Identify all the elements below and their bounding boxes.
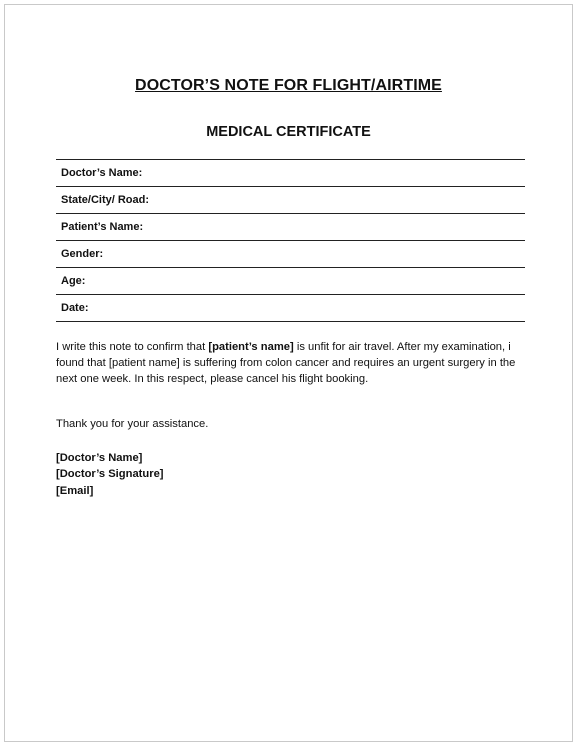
field-label: Date: [61, 302, 89, 314]
field-doctor-name [56, 160, 525, 187]
field-label: State/City/ Road: [61, 194, 150, 206]
field-label: Doctor’s Name: [61, 167, 143, 179]
document-title: DOCTOR’S NOTE FOR FLIGHT/AIRTIME [135, 77, 442, 94]
field-patient-name [56, 214, 525, 241]
document-page [4, 4, 573, 742]
signature-block [56, 450, 164, 499]
field-label: Patient’s Name: [61, 221, 144, 233]
field-label: Gender: [61, 248, 104, 260]
field-state-city-road [56, 187, 525, 214]
body-paragraph [56, 340, 526, 387]
field-gender [56, 241, 525, 268]
email-placeholder: [Email] [56, 484, 94, 497]
fields-table [56, 159, 525, 322]
patient-name-placeholder: [patient’s name] [208, 341, 294, 353]
field-date [56, 295, 525, 322]
field-age [56, 268, 525, 295]
doctor-name-placeholder: [Doctor’s Name] [56, 452, 143, 464]
body-rest: is unfit for air travel. After my examination, i found that [patient name] is suffering from colon cancer and requires an urgent surgery in the next one week. In this respect, please cancel his flight booking. [56, 341, 516, 385]
body-intro: I write this note to confirm that [56, 341, 209, 353]
thanks-line: Thank you for your assistance. [56, 418, 209, 430]
doctor-signature-placeholder: [Doctor’s Signature] [56, 468, 164, 481]
field-label: Age: [61, 275, 86, 287]
document-subtitle: MEDICAL CERTIFICATE [206, 124, 371, 140]
